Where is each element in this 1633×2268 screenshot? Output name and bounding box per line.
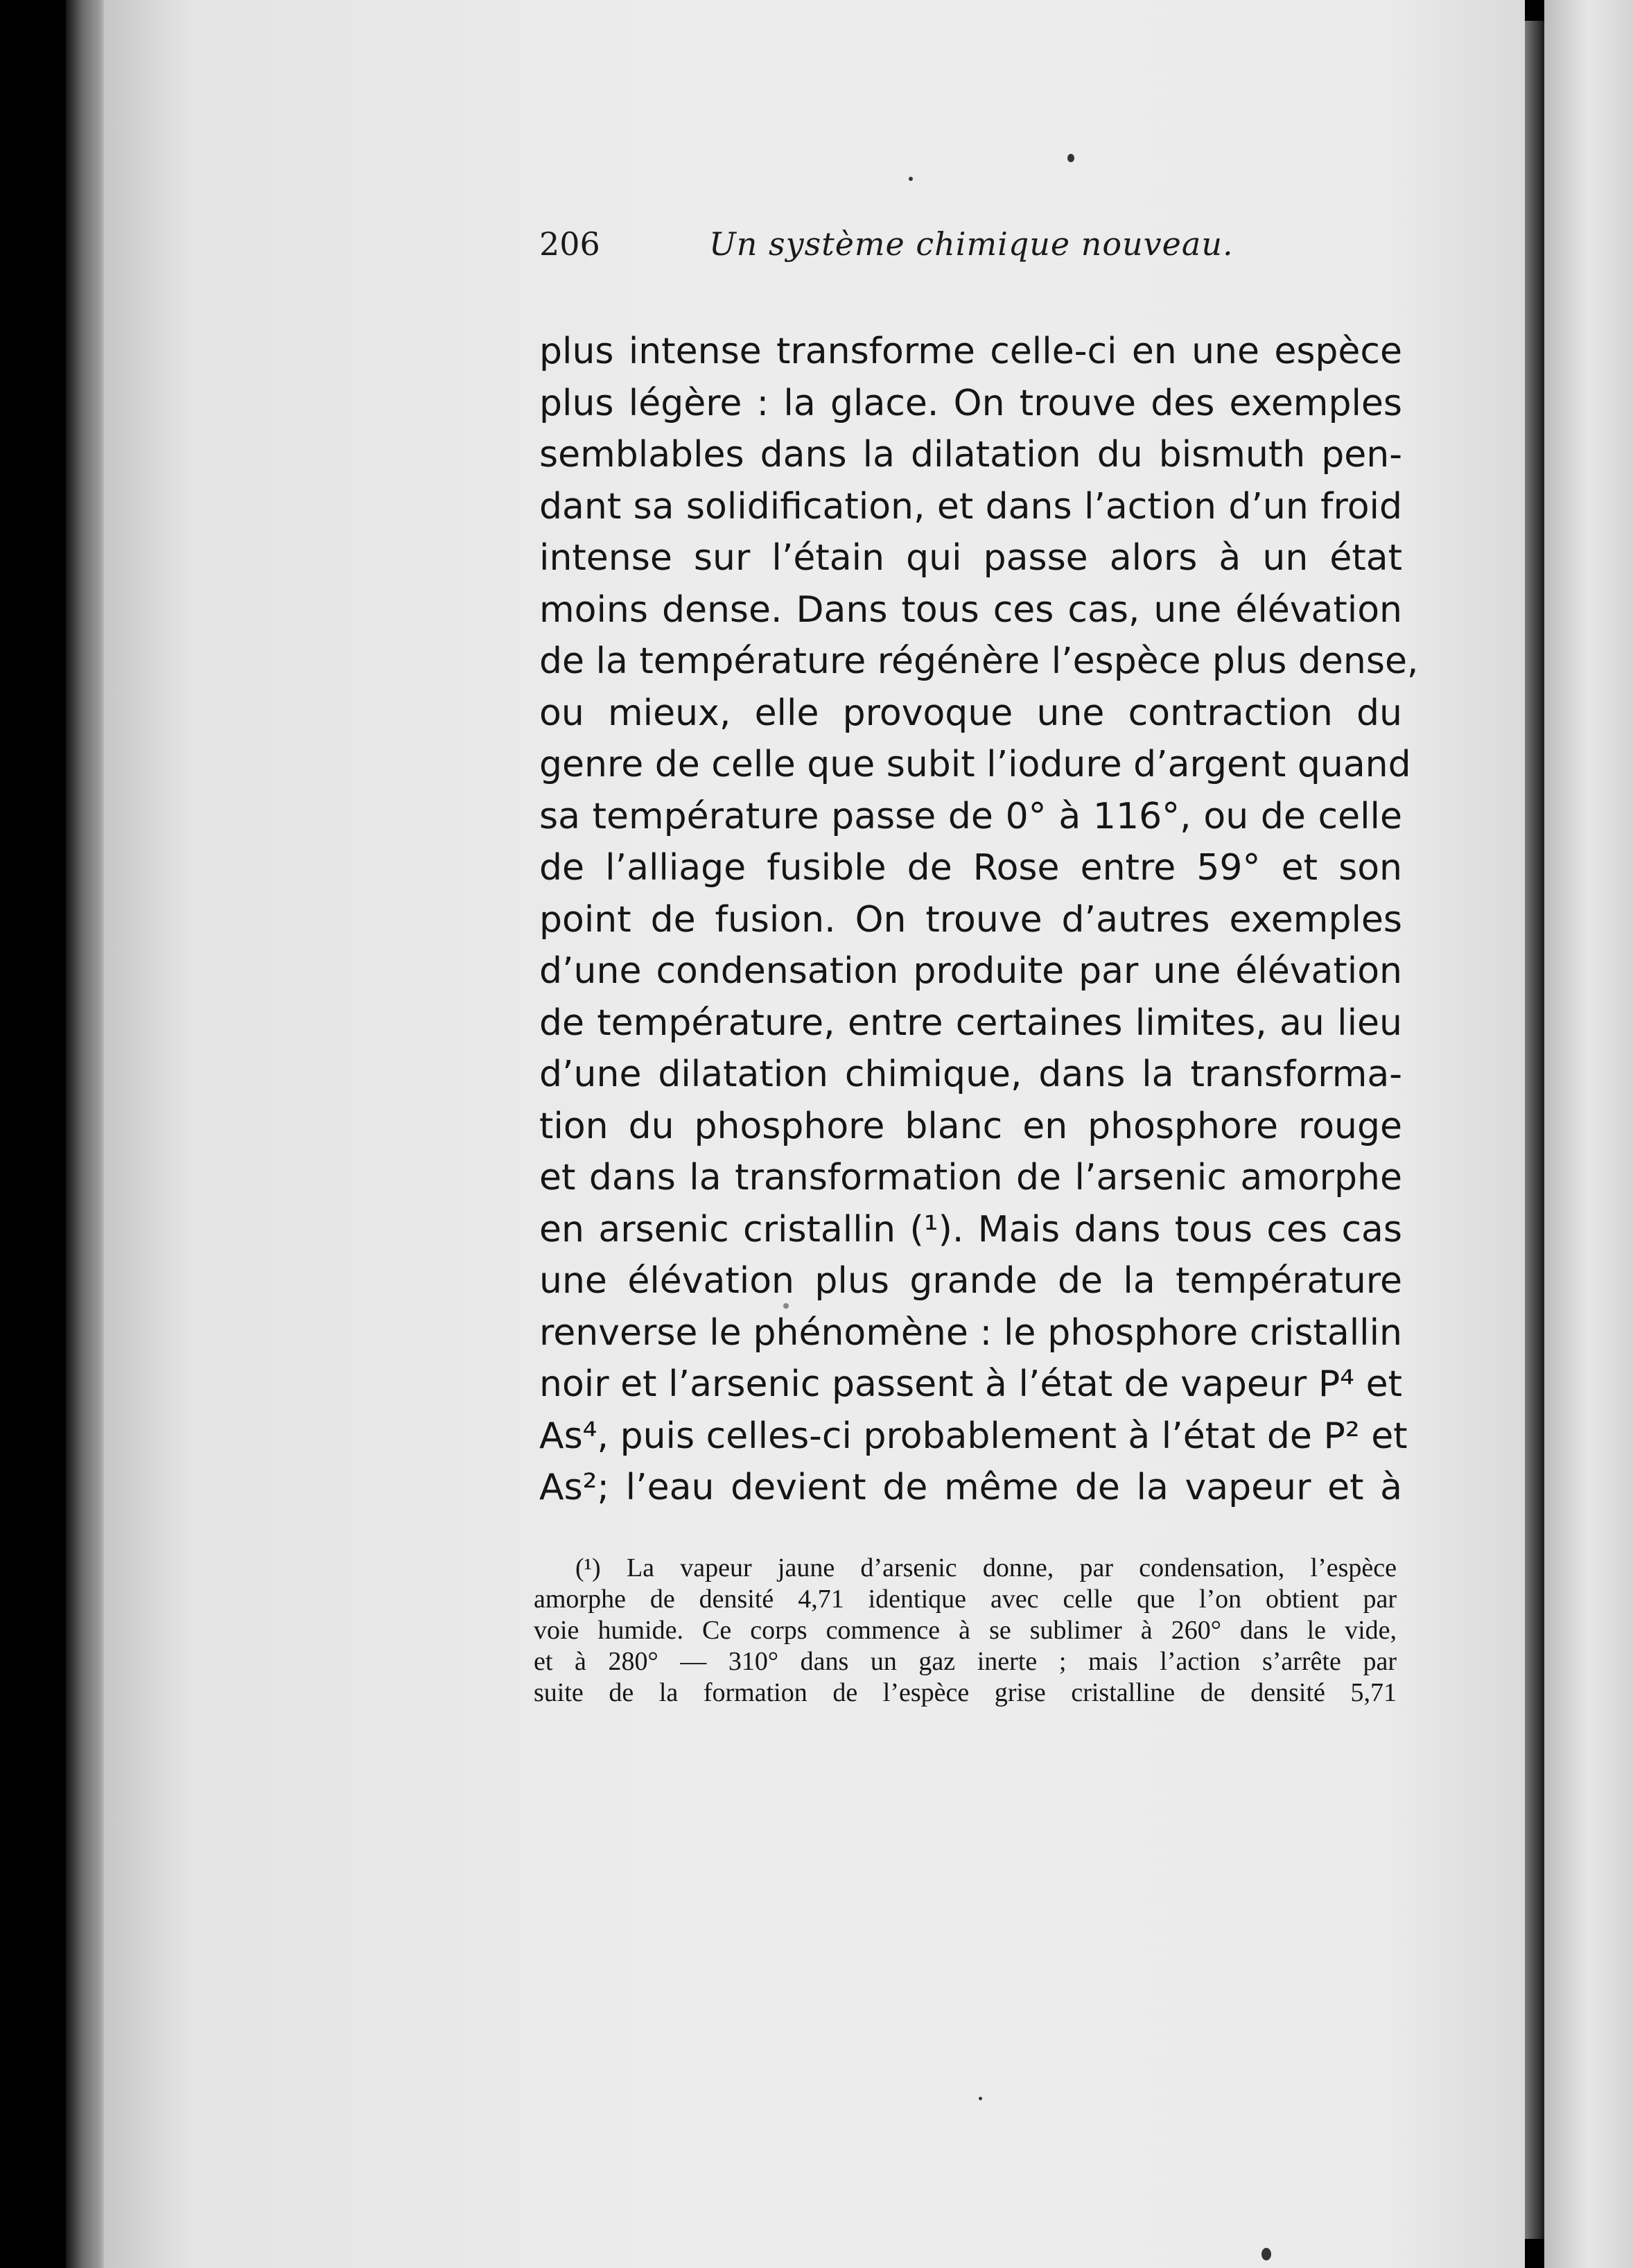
text-line: point de fusion. On trouve d’autres exemples bbox=[539, 898, 1402, 941]
left-page-edge bbox=[66, 0, 107, 2268]
footnote bbox=[534, 1553, 1397, 1709]
text-line: noir et l’arsenic passent à l’état de vapeur P⁴ et bbox=[539, 1363, 1402, 1405]
body-text bbox=[539, 326, 1419, 1514]
scan-speck bbox=[783, 1303, 789, 1309]
text-line: une élévation plus grande de la température bbox=[539, 1260, 1402, 1302]
text-line: genre de celle que subit l’iodure d’argent quand bbox=[539, 744, 1411, 785]
scan-speck bbox=[979, 2097, 982, 2100]
text-line: intense sur l’étain qui passe alors à un état bbox=[539, 537, 1402, 579]
footnote-line: amorphe de densité 4,71 identique avec celle que l’on obtient par bbox=[534, 1585, 1397, 1614]
text-line: moins dense. Dans tous ces cas, une élévation bbox=[539, 588, 1402, 631]
text-line: d’une condensation produite par une élévation bbox=[539, 950, 1402, 992]
text-line: plus intense transforme celle-ci en une espèce bbox=[539, 331, 1402, 372]
page-header bbox=[539, 225, 1250, 274]
text-line: plus légère : la glace. On trouve des exemples bbox=[539, 382, 1402, 424]
text-line: de température, entre certaines limites, au lieu bbox=[539, 1002, 1402, 1044]
footnote-line: et à 280° — 310° dans un gaz inerte ; mais l’action s’arrête par bbox=[534, 1647, 1397, 1676]
footnote-line: suite de la formation de l’espèce grise cristalline de densité 5,71 bbox=[534, 1678, 1397, 1707]
text-line: de l’alliage fusible de Rose entre 59° et son bbox=[539, 847, 1402, 889]
text-line: de la température régénère l’espèce plus dense, bbox=[539, 640, 1419, 682]
text-line: semblables dans la dilatation du bismuth pen- bbox=[539, 434, 1402, 476]
text-line: en arsenic cristallin (¹). Mais dans tous ces cas bbox=[539, 1208, 1402, 1250]
text-line: ou mieux, elle provoque une contraction du bbox=[539, 692, 1402, 734]
page-number: 206 bbox=[539, 225, 600, 263]
footnote-line: voie humide. Ce corps commence à se sublimer à 260° dans le vide, bbox=[534, 1616, 1397, 1645]
text-line: sa température passe de 0° à 116°, ou de celle bbox=[539, 795, 1402, 837]
text-line: As²; l’eau devient de même de la vapeur et à bbox=[539, 1467, 1402, 1508]
text-line: tion du phosphore blanc en phosphore rouge bbox=[539, 1105, 1402, 1147]
text-line: d’une dilatation chimique, dans la transforma- bbox=[539, 1054, 1402, 1095]
scan-speck bbox=[1261, 2248, 1271, 2260]
scan-speck bbox=[909, 177, 913, 181]
footnote-line: (¹) La vapeur jaune d’arsenic donne, par condensation, l’espèce bbox=[575, 1553, 1397, 1582]
text-line: dant sa solidification, et dans l’action d’un froid bbox=[539, 485, 1402, 527]
text-line: As⁴, puis celles-ci probablement à l’état de P² et bbox=[539, 1415, 1408, 1457]
adjacent-sheet bbox=[1544, 0, 1633, 2268]
scan-speck bbox=[1067, 154, 1074, 162]
right-page-edge bbox=[1525, 21, 1544, 2239]
text-line: renverse le phénomène : le phosphore cristallin bbox=[539, 1311, 1402, 1354]
running-title: Un système chimique nouveau. bbox=[709, 225, 1234, 263]
text-line: et dans la transformation de l’arsenic amorphe bbox=[539, 1157, 1402, 1198]
